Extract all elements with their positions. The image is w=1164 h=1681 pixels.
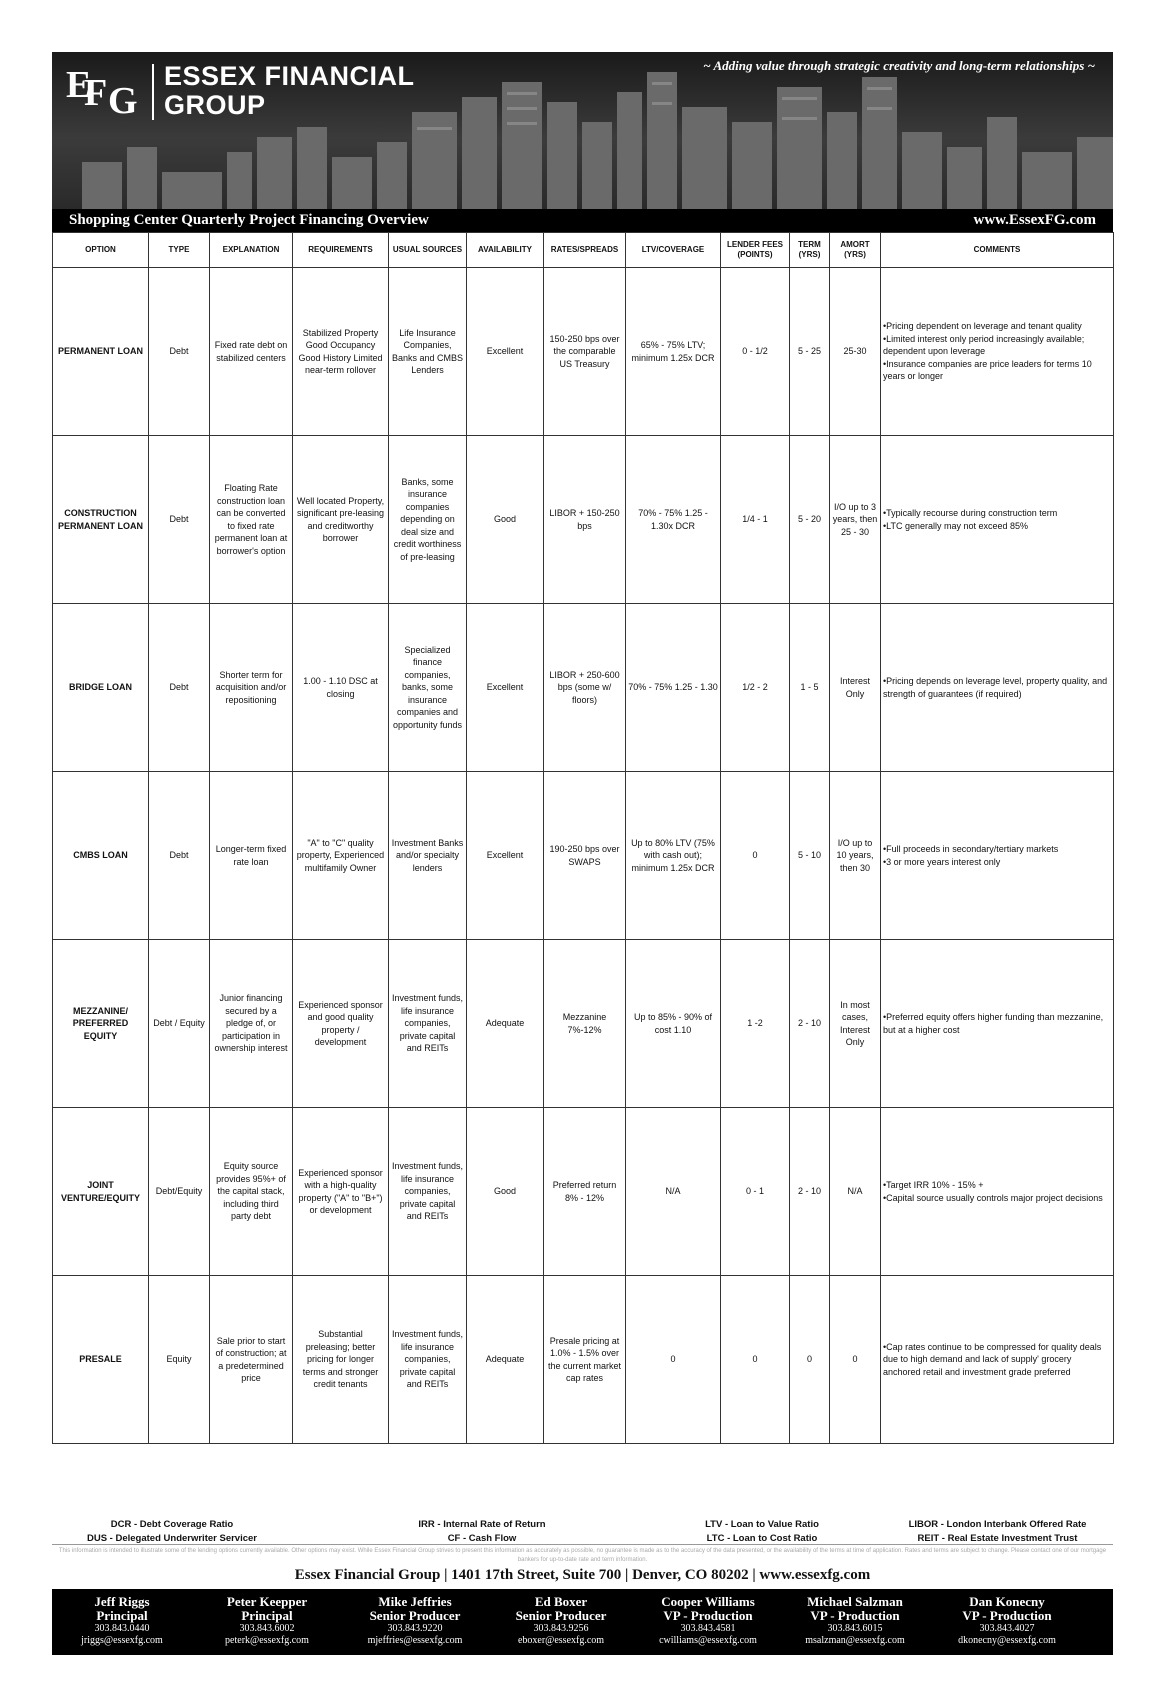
lender-fees-cell: 0: [721, 1276, 790, 1444]
amort-cell: 0: [830, 1276, 881, 1444]
comments-list: [883, 675, 1111, 700]
ltv-coverage-cell: 70% - 75% 1.25 - 1.30x DCR: [626, 436, 721, 604]
ltv-coverage-cell: N/A: [626, 1108, 721, 1276]
contact-footer: [52, 1589, 1113, 1655]
financing-overview-sheet: [52, 52, 1113, 1655]
contact-email[interactable]: peterk@essexfg.com: [225, 1635, 309, 1646]
term-cell: 5 - 20: [790, 436, 830, 604]
contact-title: VP - Production: [663, 1608, 753, 1623]
availability-cell: Excellent: [467, 268, 544, 436]
explanation-cell: Shorter term for acquisition and/or repositioning: [210, 604, 293, 772]
comments-cell: [881, 772, 1114, 940]
comment-item: • 3 or more years interest only: [883, 856, 1111, 869]
contact-phone: 303.843.6002: [239, 1623, 295, 1634]
column-header: COMMENTS: [881, 233, 1114, 268]
page-title: Shopping Center Quarterly Project Financing Overview: [69, 212, 429, 228]
glossary: [52, 1512, 1113, 1545]
table-row: [53, 940, 1114, 1108]
type-cell: Debt / Equity: [149, 940, 210, 1108]
term-cell: 1 - 5: [790, 604, 830, 772]
comment-item: • Cap rates continue to be compressed for quality deals due to high demand and lack of supply' grocery anchored retail and investment grade preferred: [883, 1341, 1111, 1379]
table-row: [53, 604, 1114, 772]
option-cell: PRESALE: [53, 1276, 149, 1444]
comment-item: • LTC generally may not exceed 85%: [883, 520, 1111, 533]
column-header: EXPLANATION: [210, 233, 293, 268]
comment-item: • Pricing depends on leverage level, property quality, and strength of guarantees (if required): [883, 675, 1111, 700]
logo-divider: [152, 64, 154, 120]
contact-name: Dan Konecny: [969, 1594, 1045, 1609]
contact-phone: 303.843.9220: [387, 1623, 443, 1634]
contact-email[interactable]: eboxer@essexfg.com: [517, 1635, 605, 1646]
comments-list: [883, 507, 1111, 532]
option-cell: MEZZANINE/ PREFERRED EQUITY: [53, 940, 149, 1108]
table-row: [53, 772, 1114, 940]
disclaimer: This information is intended to illustrate some of the lending options currently available. Other options may exist. While Essex Financial Group strives to present this information as accurately as possible, no guarantee is made as to the accuracy of the data presented, or the availability of the terms at time of application. Rates and terms are subject to change. Please contact one of our mortgage bankers for up-to-date rate and term information.: [58, 1548, 1107, 1563]
requirements-cell: "A" to "C" quality property, Experienced multifamily Owner: [293, 772, 389, 940]
comments-cell: [881, 436, 1114, 604]
contact-name: Cooper Williams: [661, 1594, 755, 1609]
explanation-cell: Equity source provides 95%+ of the capital stack, including third party debt: [210, 1108, 293, 1276]
term-cell: 0: [790, 1276, 830, 1444]
comments-list: [883, 320, 1111, 383]
contact-phone: 303.843.9256: [533, 1623, 589, 1634]
glossary-term: LIBOR - London Interbank Offered Rate: [908, 1519, 1087, 1530]
glossary-term: DUS - Delegated Underwriter Servicer: [86, 1533, 257, 1544]
contact-title: Senior Producer: [515, 1608, 607, 1623]
comments-list: [883, 1011, 1111, 1036]
glossary-item: [382, 1518, 582, 1546]
contact-email[interactable]: mjeffries@essexfg.com: [367, 1635, 463, 1646]
amort-cell: In most cases, Interest Only: [830, 940, 881, 1108]
comment-item: • Pricing dependent on leverage and tenant quality: [883, 320, 1111, 333]
ltv-coverage-cell: 70% - 75% 1.25 - 1.30: [626, 604, 721, 772]
contact-title: VP - Production: [810, 1608, 900, 1623]
option-cell: CMBS LOAN: [53, 772, 149, 940]
lender-fees-cell: 0: [721, 772, 790, 940]
column-header: LTV/COVERAGE: [626, 233, 721, 268]
availability-cell: Adequate: [467, 940, 544, 1108]
ltv-coverage-cell: Up to 85% - 90% of cost 1.10: [626, 940, 721, 1108]
requirements-cell: Stabilized Property Good Occupancy Good History Limited near-term rollover: [293, 268, 389, 436]
requirements-cell: Experienced sponsor with a high-quality property ("A" to "B+") or development: [293, 1108, 389, 1276]
comments-list: [883, 843, 1111, 868]
comments-cell: [881, 1276, 1114, 1444]
column-header: LENDER FEES (POINTS): [721, 233, 790, 268]
sources-cell: Investment funds, life insurance companies, private capital and REITs: [389, 1108, 467, 1276]
contact-card: [491, 1595, 631, 1647]
term-cell: 2 - 10: [790, 1108, 830, 1276]
contact-title: Principal: [96, 1608, 148, 1623]
amort-cell: Interest Only: [830, 604, 881, 772]
glossary-term: LTC - Loan to Cost Ratio: [706, 1533, 818, 1544]
comments-list: [883, 1341, 1111, 1379]
contact-title: Principal: [241, 1608, 293, 1623]
financing-table: [52, 232, 1114, 1444]
table-row: [53, 436, 1114, 604]
website-link[interactable]: www.EssexFG.com: [973, 212, 1096, 228]
table-body: [53, 268, 1114, 1444]
comment-item: • Limited interest only period increasingly available; dependent upon leverage: [883, 333, 1111, 358]
comment-item: • Target IRR 10% - 15% +: [883, 1179, 1111, 1192]
explanation-cell: Longer-term fixed rate loan: [210, 772, 293, 940]
type-cell: Equity: [149, 1276, 210, 1444]
contact-name: Ed Boxer: [534, 1594, 588, 1609]
sources-cell: Life Insurance Companies, Banks and CMBS Lenders: [389, 268, 467, 436]
glossary-term: REIT - Real Estate Investment Trust: [917, 1533, 1078, 1544]
title-bar: [52, 209, 1113, 232]
table-row: [53, 1276, 1114, 1444]
comment-item: • Typically recourse during construction term: [883, 507, 1111, 520]
contact-card: [52, 1595, 192, 1647]
availability-cell: Adequate: [467, 1276, 544, 1444]
type-cell: Debt: [149, 436, 210, 604]
amort-cell: I/O up to 3 years, then 25 - 30: [830, 436, 881, 604]
contact-card: [345, 1595, 485, 1647]
availability-cell: Excellent: [467, 772, 544, 940]
rates-cell: 150-250 bps over the comparable US Treasury: [544, 268, 626, 436]
company-name-line1: ESSEX FINANCIAL: [164, 61, 415, 91]
comment-item: • Preferred equity offers higher funding than mezzanine, but at a higher cost: [883, 1011, 1111, 1036]
ltv-coverage-cell: 0: [626, 1276, 721, 1444]
amort-cell: N/A: [830, 1108, 881, 1276]
comments-list: [883, 1179, 1111, 1204]
contact-name: Mike Jeffries: [378, 1594, 452, 1609]
requirements-cell: Substantial preleasing; better pricing for longer terms and stronger credit tenants: [293, 1276, 389, 1444]
contact-email[interactable]: dkonecny@essexfg.com: [958, 1635, 1056, 1646]
column-header: TYPE: [149, 233, 210, 268]
comment-item: • Insurance companies are price leaders for terms 10 years or longer: [883, 358, 1111, 383]
glossary-term: LTV - Loan to Value Ratio: [705, 1519, 819, 1530]
contact-phone: 303.843.0440: [94, 1623, 150, 1634]
contact-title: Senior Producer: [369, 1608, 461, 1623]
lender-fees-cell: 0 - 1: [721, 1108, 790, 1276]
tagline: ~ Adding value through strategic creativity and long-term relationships ~: [703, 58, 1095, 73]
sources-cell: Specialized finance companies, banks, some insurance companies and opportunity funds: [389, 604, 467, 772]
column-header: REQUIREMENTS: [293, 233, 389, 268]
table-row: [53, 1108, 1114, 1276]
contact-name: Jeff Riggs: [94, 1594, 150, 1609]
rates-cell: Mezzanine 7%-12%: [544, 940, 626, 1108]
column-header: OPTION: [53, 233, 149, 268]
requirements-cell: 1.00 - 1.10 DSC at closing: [293, 604, 389, 772]
explanation-cell: Junior financing secured by a pledge of, or participation in ownership interest: [210, 940, 293, 1108]
column-header: RATES/SPREADS: [544, 233, 626, 268]
table-row: [53, 268, 1114, 436]
glossary-item: [882, 1518, 1113, 1546]
lender-fees-cell: 0 - 1/2: [721, 268, 790, 436]
requirements-cell: Well located Property, significant pre-leasing and creditworthy borrower: [293, 436, 389, 604]
term-cell: 5 - 10: [790, 772, 830, 940]
availability-cell: Good: [467, 436, 544, 604]
availability-cell: Excellent: [467, 604, 544, 772]
term-cell: 2 - 10: [790, 940, 830, 1108]
requirements-cell: Experienced sponsor and good quality property / development: [293, 940, 389, 1108]
contact-email[interactable]: msalzman@essexfg.com: [805, 1635, 905, 1646]
contact-phone: 303.843.4581: [680, 1623, 736, 1634]
option-cell: PERMANENT LOAN: [53, 268, 149, 436]
availability-cell: Good: [467, 1108, 544, 1276]
sources-cell: Investment funds, life insurance companies, private capital and REITs: [389, 940, 467, 1108]
comments-cell: [881, 604, 1114, 772]
column-header: USUAL SOURCES: [389, 233, 467, 268]
company-address: Essex Financial Group | 1401 17th Street, Suite 700 | Denver, CO 80202 | www.essexfg.com: [294, 1567, 871, 1583]
company-name-line2: GROUP: [164, 90, 266, 120]
type-cell: Debt: [149, 268, 210, 436]
contact-card: [197, 1595, 337, 1647]
type-cell: Debt/Equity: [149, 1108, 210, 1276]
option-cell: CONSTRUCTION PERMANENT LOAN: [53, 436, 149, 604]
comment-item: • Capital source usually controls major project decisions: [883, 1192, 1111, 1205]
explanation-cell: Fixed rate debt on stabilized centers: [210, 268, 293, 436]
contact-title: VP - Production: [962, 1608, 1052, 1623]
contact-phone: 303.843.6015: [827, 1623, 883, 1634]
contact-name: Peter Keepper: [226, 1594, 308, 1609]
contact-phone: 303.843.4027: [979, 1623, 1035, 1634]
lender-fees-cell: 1/4 - 1: [721, 436, 790, 604]
contact-card: [937, 1595, 1077, 1647]
table-header-row: [53, 233, 1114, 268]
sources-cell: Investment Banks and/or specialty lenders: [389, 772, 467, 940]
glossary-item: [662, 1518, 862, 1546]
lender-fees-cell: 1 -2: [721, 940, 790, 1108]
contact-email[interactable]: cwilliams@essexfg.com: [659, 1635, 757, 1646]
type-cell: Debt: [149, 604, 210, 772]
ltv-coverage-cell: Up to 80% LTV (75% with cash out); minimum 1.25x DCR: [626, 772, 721, 940]
rates-cell: Preferred return 8% - 12%: [544, 1108, 626, 1276]
header-banner: [52, 52, 1113, 209]
comments-cell: [881, 1108, 1114, 1276]
glossary-term: CF - Cash Flow: [447, 1533, 517, 1544]
efg-logo: E F G: [66, 64, 138, 122]
contact-name: Michael Salzman: [807, 1594, 903, 1609]
contact-email[interactable]: jriggs@essexfg.com: [81, 1635, 163, 1646]
glossary-term: DCR - Debt Coverage Ratio: [110, 1519, 234, 1530]
option-cell: BRIDGE LOAN: [53, 604, 149, 772]
amort-cell: I/O up to 10 years, then 30: [830, 772, 881, 940]
rates-cell: 190-250 bps over SWAPS: [544, 772, 626, 940]
glossary-term: IRR - Internal Rate of Return: [418, 1519, 546, 1530]
term-cell: 5 - 25: [790, 268, 830, 436]
lender-fees-cell: 1/2 - 2: [721, 604, 790, 772]
company-name: [164, 62, 415, 120]
explanation-cell: Sale prior to start of construction; at a predetermined price: [210, 1276, 293, 1444]
amort-cell: 25-30: [830, 268, 881, 436]
contact-card: [785, 1595, 925, 1647]
ltv-coverage-cell: 65% - 75% LTV; minimum 1.25x DCR: [626, 268, 721, 436]
sources-cell: Investment funds, life insurance companies, private capital and REITs: [389, 1276, 467, 1444]
column-header: AVAILABILITY: [467, 233, 544, 268]
explanation-cell: Floating Rate construction loan can be converted to fixed rate permanent loan at borrower's option: [210, 436, 293, 604]
column-header: AMORT (YRS): [830, 233, 881, 268]
comments-cell: [881, 940, 1114, 1108]
option-cell: JOINT VENTURE/EQUITY: [53, 1108, 149, 1276]
column-header: TERM (YRS): [790, 233, 830, 268]
comment-item: • Full proceeds in secondary/tertiary markets: [883, 843, 1111, 856]
type-cell: Debt: [149, 772, 210, 940]
rates-cell: LIBOR + 150-250 bps: [544, 436, 626, 604]
rates-cell: LIBOR + 250-600 bps (some w/ floors): [544, 604, 626, 772]
comments-cell: [881, 268, 1114, 436]
sources-cell: Banks, some insurance companies depending on deal size and credit worthiness of pre-leasing: [389, 436, 467, 604]
contact-card: [638, 1595, 778, 1647]
rates-cell: Presale pricing at 1.0% - 1.5% over the current market cap rates: [544, 1276, 626, 1444]
glossary-item: [52, 1518, 292, 1546]
